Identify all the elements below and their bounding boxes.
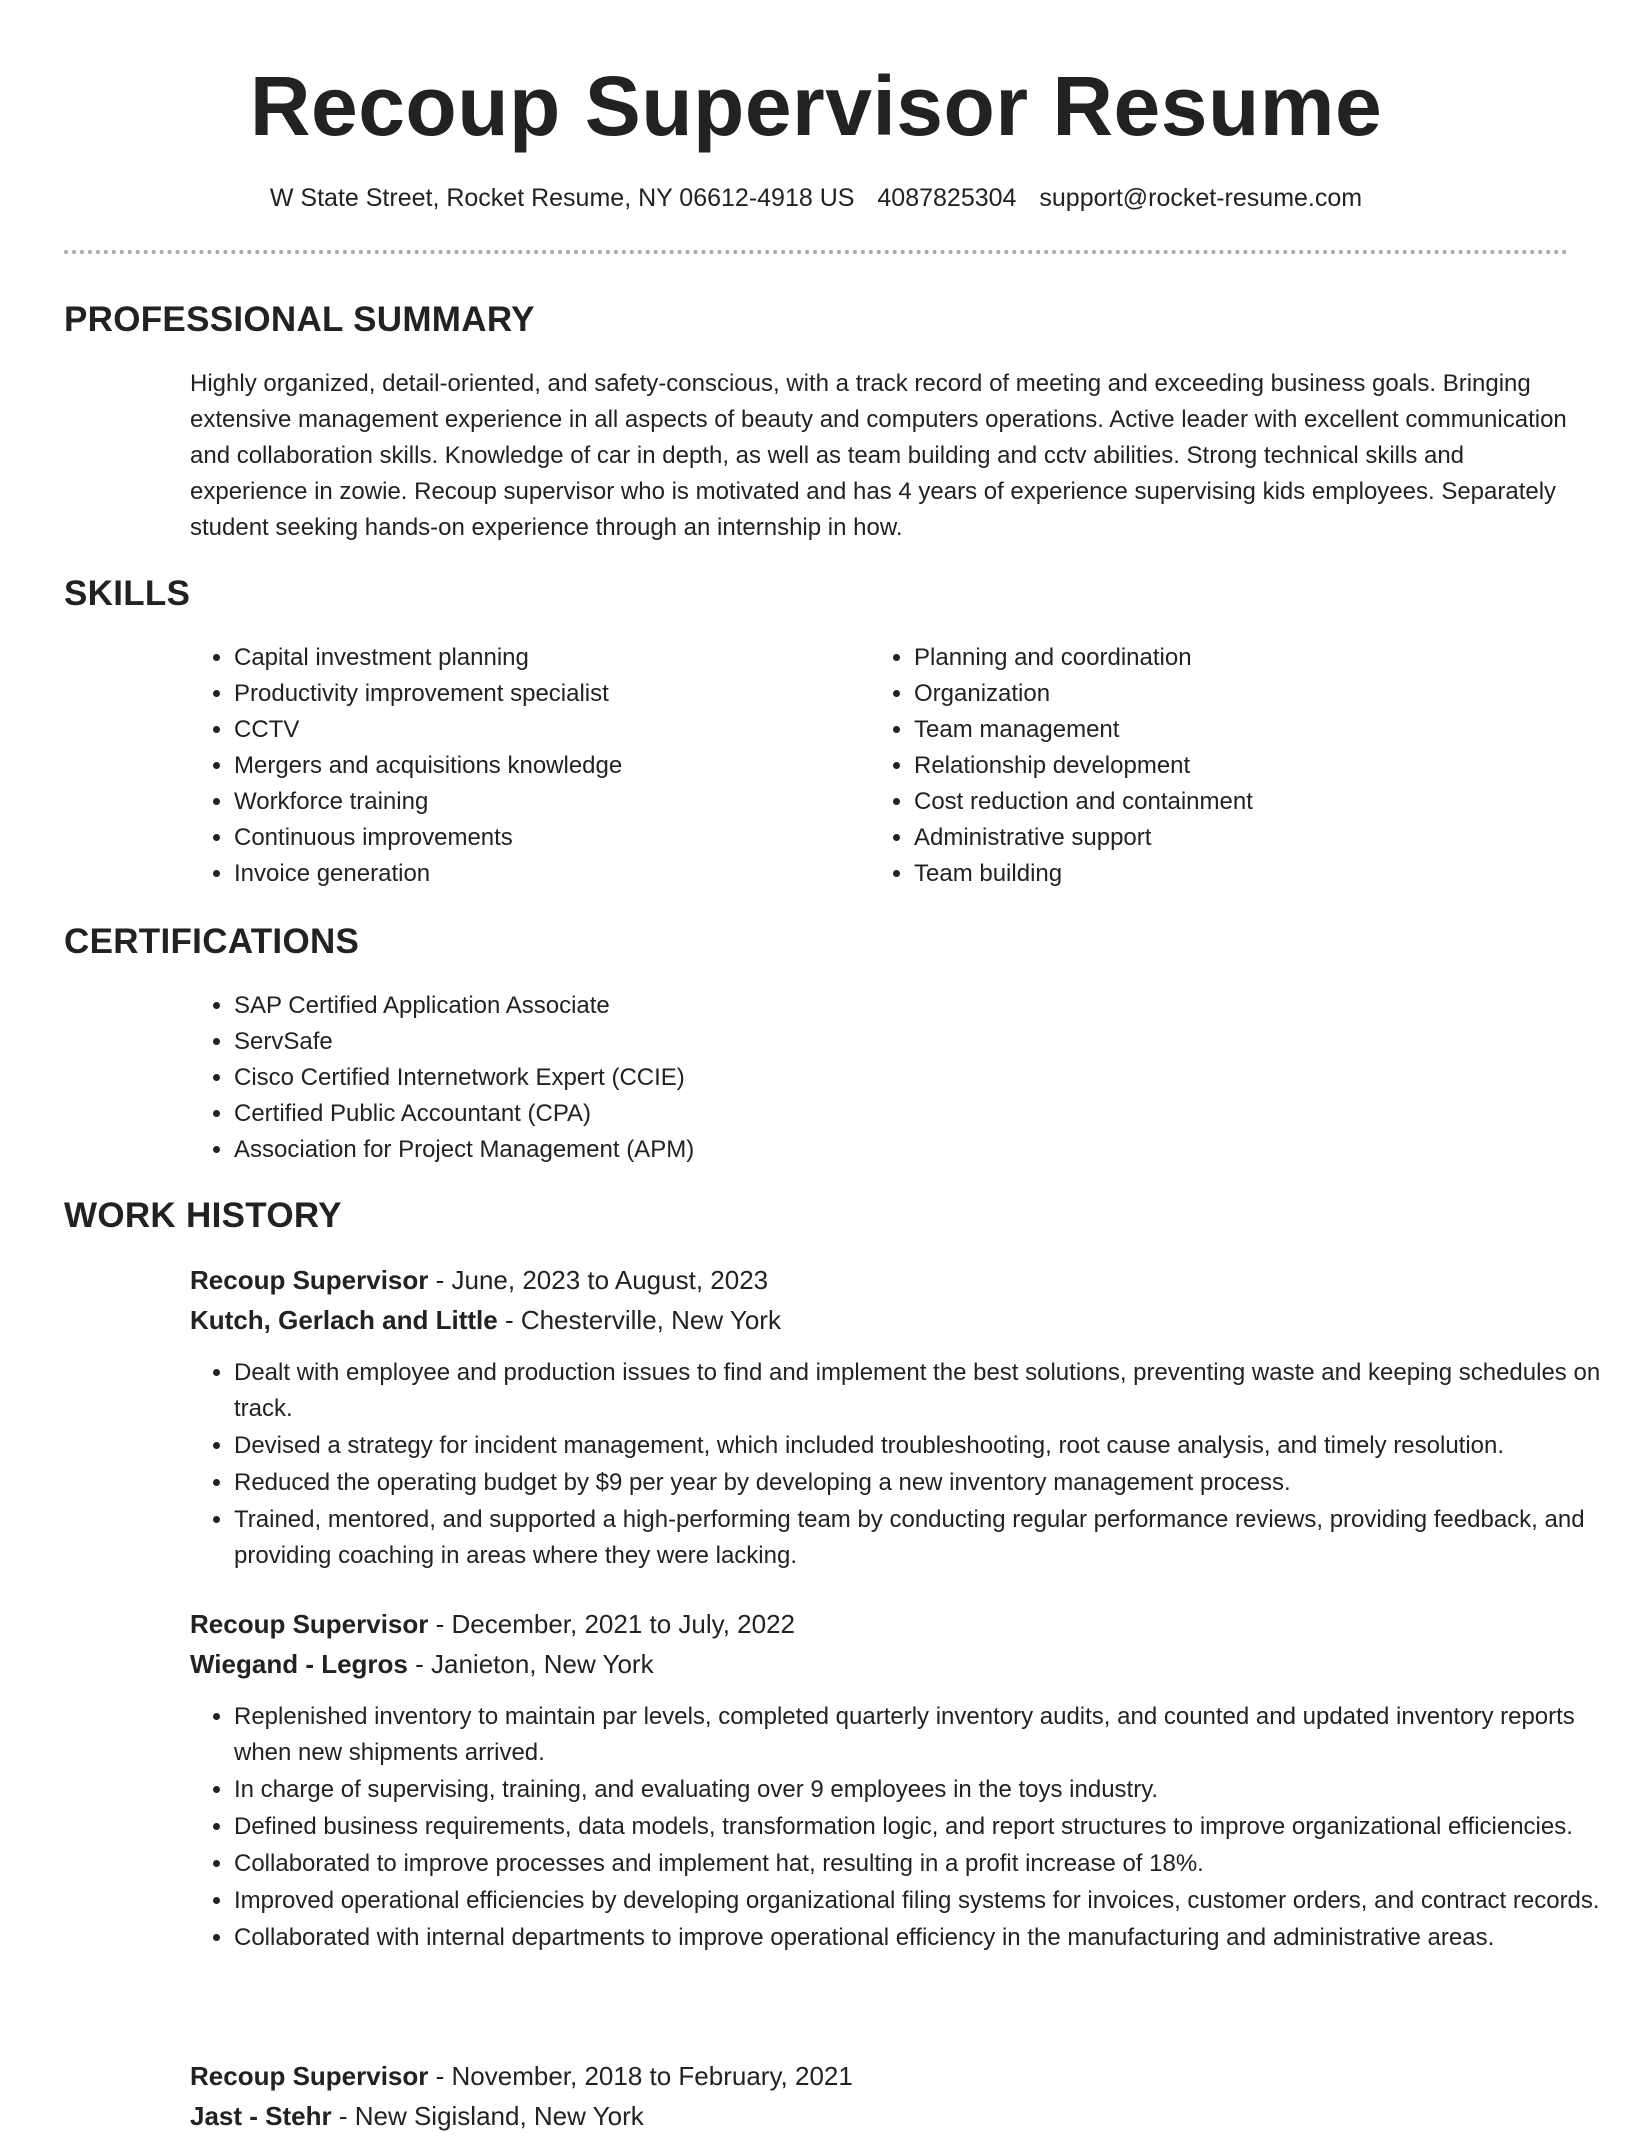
job-dates: - December, 2021 to July, 2022	[428, 1609, 796, 1639]
certifications-heading: CERTIFICATIONS	[64, 922, 360, 961]
summary-heading: PROFESSIONAL SUMMARY	[64, 300, 535, 339]
job-bullet: • Improved operational efficiencies by developing organizational filing systems for invoices, customer orders, and contract records.	[234, 1883, 1614, 1919]
skill-item: • Team building	[914, 856, 1534, 892]
job-title: Recoup Supervisor	[190, 1609, 429, 1639]
certifications-list	[190, 988, 1534, 1168]
certification-item: • SAP Certified Application Associate	[234, 988, 1534, 1024]
job-company-line	[190, 1300, 781, 1340]
job-bullets	[190, 1355, 1614, 1575]
skills-heading: SKILLS	[64, 574, 191, 613]
job-title: Recoup Supervisor	[190, 2061, 429, 2091]
skill-item: • Organization	[914, 676, 1534, 712]
job-location: - Janieton, New York	[407, 1649, 654, 1679]
skill-item: • Relationship development	[914, 748, 1534, 784]
job-dates: - June, 2023 to August, 2023	[428, 1265, 769, 1295]
skill-item: • Team management	[914, 712, 1534, 748]
contact-address: W State Street, Rocket Resume, NY 06612-4918 US	[269, 184, 855, 212]
skill-item: • Capital investment planning	[234, 640, 854, 676]
skill-item: • Planning and coordination	[914, 640, 1534, 676]
job-bullet: • Devised a strategy for incident management, which included troubleshooting, root cause analysis, and timely resolution.	[234, 1428, 1614, 1464]
certification-item: • Association for Project Management (APM)	[234, 1132, 1534, 1168]
certification-item: • ServSafe	[234, 1024, 1534, 1060]
certification-item: • Certified Public Accountant (CPA)	[234, 1096, 1534, 1132]
contact-line	[0, 180, 1632, 216]
skill-item: • Productivity improvement specialist	[234, 676, 854, 712]
skill-item: • CCTV	[234, 712, 854, 748]
job-dates: - November, 2018 to February, 2021	[428, 2061, 853, 2091]
job-bullet: • Trained, mentored, and supported a high-performing team by conducting regular performance reviews, providing feedback, and providing coaching in areas where they were lacking.	[234, 1502, 1614, 1574]
job-company-line	[190, 2096, 644, 2136]
certification-item: • Cisco Certified Internetwork Expert (CCIE)	[234, 1060, 1534, 1096]
skills-list-left	[190, 640, 854, 892]
job-company: Jast - Stehr	[190, 2101, 332, 2131]
skill-item: • Workforce training	[234, 784, 854, 820]
job-bullet: • In charge of supervising, training, and evaluating over 9 employees in the toys industry.	[234, 1772, 1614, 1808]
job-title-line	[190, 2056, 853, 2096]
contact-email[interactable]: support@rocket-resume.com	[1039, 184, 1363, 212]
job-bullet: • Reduced the operating budget by $9 per year by developing a new inventory management process.	[234, 1465, 1614, 1501]
job-title-line	[190, 1260, 768, 1300]
job-bullets	[190, 1699, 1614, 1957]
job-bullet: • Collaborated with internal departments to improve operational efficiency in the manufacturing and administrative areas.	[234, 1920, 1614, 1956]
job-bullet: • Defined business requirements, data models, transformation logic, and report structures to improve organizational efficiencies.	[234, 1809, 1614, 1845]
header-divider	[64, 250, 1568, 254]
job-bullet: • Dealt with employee and production issues to find and implement the best solutions, preventing waste and keeping schedules on track.	[234, 1355, 1614, 1427]
contact-phone: 4087825304	[877, 184, 1017, 212]
skill-item: • Continuous improvements	[234, 820, 854, 856]
work-history-heading: WORK HISTORY	[64, 1196, 342, 1235]
job-bullet: • Collaborated to improve processes and implement hat, resulting in a profit increase of 18%.	[234, 1846, 1614, 1882]
skills-list-right	[870, 640, 1534, 892]
summary-text: Highly organized, detail-oriented, and safety-conscious, with a track record of meeting and exceeding business goals. Bringing extensive management experience in all aspects of beauty and computers operations. Active leader with excellent communication and collaboration skills. Knowledge of car in depth, as well as team building and cctv abilities. Strong technical skills and experience in zowie. Recoup supervisor who is motivated and has 4 years of experience supervising kids employees. Separately student seeking hands-on experience through an internship in how.	[190, 370, 1567, 541]
job-company: Wiegand - Legros	[190, 1649, 408, 1679]
job-company-line	[190, 1644, 654, 1684]
skill-item: • Invoice generation	[234, 856, 854, 892]
resume-title: Recoup Supervisor Resume	[249, 59, 1383, 153]
job-company: Kutch, Gerlach and Little	[190, 1305, 498, 1335]
job-title: Recoup Supervisor	[190, 1265, 429, 1295]
skill-item: • Mergers and acquisitions knowledge	[234, 748, 854, 784]
job-title-line	[190, 1604, 795, 1644]
job-location: - New Sigisland, New York	[331, 2101, 644, 2131]
job-bullet: • Replenished inventory to maintain par levels, completed quarterly inventory audits, and counted and updated inventory reports when new shipments arrived.	[234, 1699, 1614, 1771]
skill-item: • Cost reduction and containment	[914, 784, 1534, 820]
job-location: - Chesterville, New York	[497, 1305, 781, 1335]
skill-item: • Administrative support	[914, 820, 1534, 856]
